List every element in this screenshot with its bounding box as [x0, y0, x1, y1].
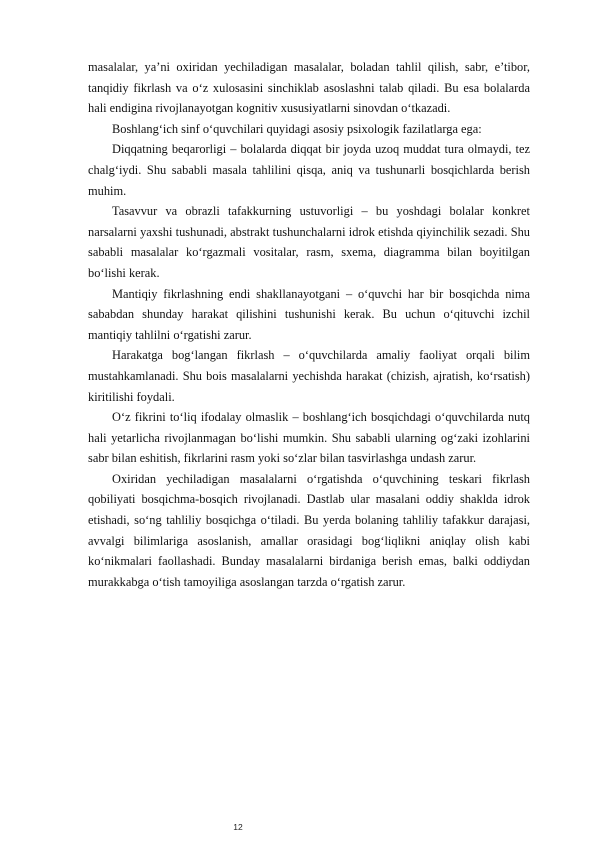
body-text — [88, 57, 530, 592]
paragraph-intro: Boshlang‘ich sinf o‘quvchilari quyidagi asosiy psixologik fazilatlarga ega: — [112, 121, 482, 136]
paragraph-action: Harakatga bog‘langan fikrlash – o‘quvchilarda amaliy faoliyat orqali bilim mustahkamlanadi. Shu bois masalalarni yechishda harakat (chizish, ajratish, ko‘rsatish) kiritilishi foydali. — [88, 348, 530, 404]
paragraph-logic: Mantiqiy fikrlashning endi shakllanayotgani – o‘quvchi har bir bosqichda nima sababdan shunday harakat qilishini tushunishi kerak. Bu uchun o‘qituvchi izchil mantiqiy tahlilni o‘rgatishi zarur. — [88, 286, 530, 342]
paragraph-continuation: masalalar, ya’ni oxiridan yechiladigan masalalar, boladan tahlil qilish, sabr, e’tibor, tanqidiy fikrlash va o‘z xulosasini sinchiklab asoslashni talab qiladi. Bu esa bolalarda hali endigina rivojlanayotgan kognitiv xususiyatlarni sinovdan o‘tkazadi. — [88, 60, 530, 116]
paragraph-attention: Diqqatning beqarorligi – bolalarda diqqat bir joyda uzoq muddat tura olmaydi, tez chalg‘iydi. Shu sababli masala tahlilini qisqa, aniq va tushunarli bosqichlarda berish muhim. — [88, 142, 530, 198]
paragraph-imagination: Tasavvur va obrazli tafakkurning ustuvorligi – bu yoshdagi bolalar konkret narsalarni yaxshi tushunadi, abstrakt tushunchalarni idrok etishda qiyinchilik sezadi. Shu sababli masalalar ko‘rgazmali vositalar, rasm, sxema, diagramma bilan boyitilgan bo‘lishi kerak. — [88, 204, 530, 280]
page-number: 12 — [233, 822, 243, 832]
paragraph-speech: O‘z fikrini to‘liq ifodalay olmaslik – boshlang‘ich bosqichdagi o‘quvchilarda nutq hali yetarlicha rivojlanmagan bo‘lishi mumkin. Shu sababli ularning og‘zaki izohlarini sabr bilan eshitish, fikrlarini rasm yoki so‘zlar bilan tasvirlashga undash zarur. — [88, 410, 530, 466]
paragraph-reverse-thinking: Oxiridan yechiladigan masalalarni o‘rgatishda o‘quvchining teskari fikrlash qobiliyati bosqichma-bosqich rivojlanadi. Dastlab ular masalani oddiy shaklda idrok etishadi, so‘ng tahliliy bosqichga o‘tiladi. Bu yerda bolaning tahliliy tafakkur darajasi, avvalgi bilimlariga asoslanish, amallar orasidagi bog‘liqlikni aniqlay olish kabi ko‘nikmalari faollashadi. Bunday masalalarni birdaniga berish emas, balki oddiydan murakkabga o‘tish tamoyiliga asoslangan tarzda o‘rgatish zarur. — [88, 471, 530, 589]
